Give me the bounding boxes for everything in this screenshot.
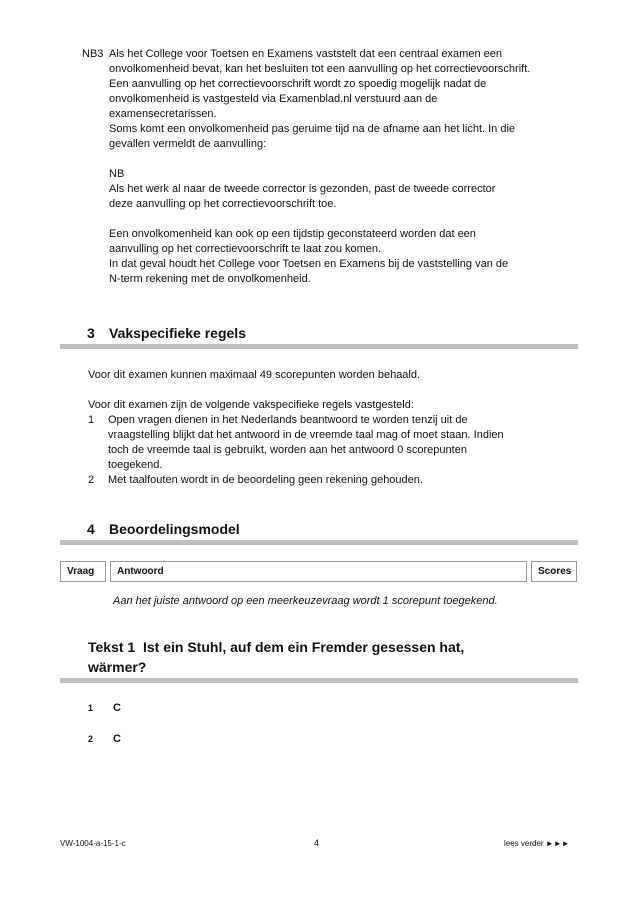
nb3-line: Soms komt een onvolkomenheid pas geruime tijd na de afname aan het licht. In die [109,123,516,135]
section-divider [60,678,578,683]
nb3-line: onvolkomenheid is vastgesteld via Examenblad.nl verstuurd aan de [109,93,438,105]
nb3-line: Een aanvulling op het correctievoorschrift wordt zo spoedig mogelijk nadat de [109,78,487,90]
nb3-line: Als het College voor Toetsen en Examens vaststelt dat een centraal examen een [109,48,502,60]
section-title: Vakspecifieke regels [109,325,246,341]
question-number: 2 [88,734,94,744]
tekst-title-line: wärmer? [88,659,147,675]
rule-line: toch de vreemde taal is gebruikt, worden aan het antwoord 0 scorepunten [108,444,467,456]
rule-item [88,473,538,488]
nb3-body [109,47,599,287]
section-divider [60,540,578,545]
nb3-line: onvolkomenheid bevat, kan het besluiten tot een aanvulling op het correctievoorschrift. [109,63,531,75]
answer-row [88,733,121,745]
answer-value: C [113,733,121,745]
nb3-label: NB3 [82,48,104,60]
tekst-label: Tekst 1 [88,639,136,655]
table-header-antwoord: Antwoord [110,561,527,582]
table-header-scores: Scores [531,561,577,582]
section-3-heading [87,325,246,341]
answer-row [88,702,121,714]
rule-number: 2 [88,474,95,486]
rule-line: Open vragen dienen in het Nederlands beantwoord te worden tenzij uit de [108,414,468,426]
section-4-heading [87,521,240,537]
max-score-text: Voor dit examen kunnen maximaal 49 scorepunten worden behaald. [88,369,421,381]
nb3-line: Een onvolkomenheid kan ook op een tijdstip geconstateerd worden dat een [109,228,476,240]
answer-value: C [113,702,121,714]
section-number: 4 [87,521,95,537]
section-number: 3 [87,325,95,341]
section-divider [60,344,578,349]
tekst-title: Ist ein Stuhl, auf dem ein Fremder gesessen hat, [143,639,465,655]
nb3-line: examensecretarissen. [109,108,217,120]
nb3-line: deze aanvulling op het correctievoorschrift toe. [109,198,337,210]
rule-item [88,413,538,473]
rule-line: toegekend. [108,459,163,471]
table-header-vraag: Vraag [60,561,106,582]
rule-text: Met taalfouten wordt in de beoordeling geen rekening gehouden. [108,474,423,486]
nb3-line: N-term rekening met de onvolkomenheid. [109,273,311,285]
question-number: 1 [88,703,94,713]
tekst-heading [88,637,558,677]
rules-list [88,413,538,488]
nb3-line: Als het werk al naar de tweede corrector is gezonden, past de tweede corrector [109,183,496,195]
rule-text [108,413,538,473]
footer-code: VW-1004-a-15-1-c [60,839,126,848]
section-title: Beoordelingsmodel [109,521,240,537]
nb3-line: gevallen vermeldt de aanvulling: [109,138,267,150]
nb-sub-heading: NB [109,168,125,180]
rules-intro: Voor dit examen zijn de volgende vakspecifieke regels vastgesteld: [88,399,414,411]
rule-number: 1 [88,414,95,426]
page-number: 4 [314,838,320,848]
nb3-line: In dat geval houdt het College voor Toetsen en Examens bij de vaststelling van de [109,258,509,270]
tekst-title-line [88,637,558,657]
rule-line: vraagstelling blijkt dat het antwoord in de vreemde taal mag of moet staan. Indien [108,429,504,441]
nb3-line: aanvulling op het correctievoorschrift te laat zou komen. [109,243,382,255]
read-on-indicator: lees verder ►►► [504,839,570,848]
scoring-note: Aan het juiste antwoord op een meerkeuzevraag wordt 1 scorepunt toegekend. [113,595,498,607]
